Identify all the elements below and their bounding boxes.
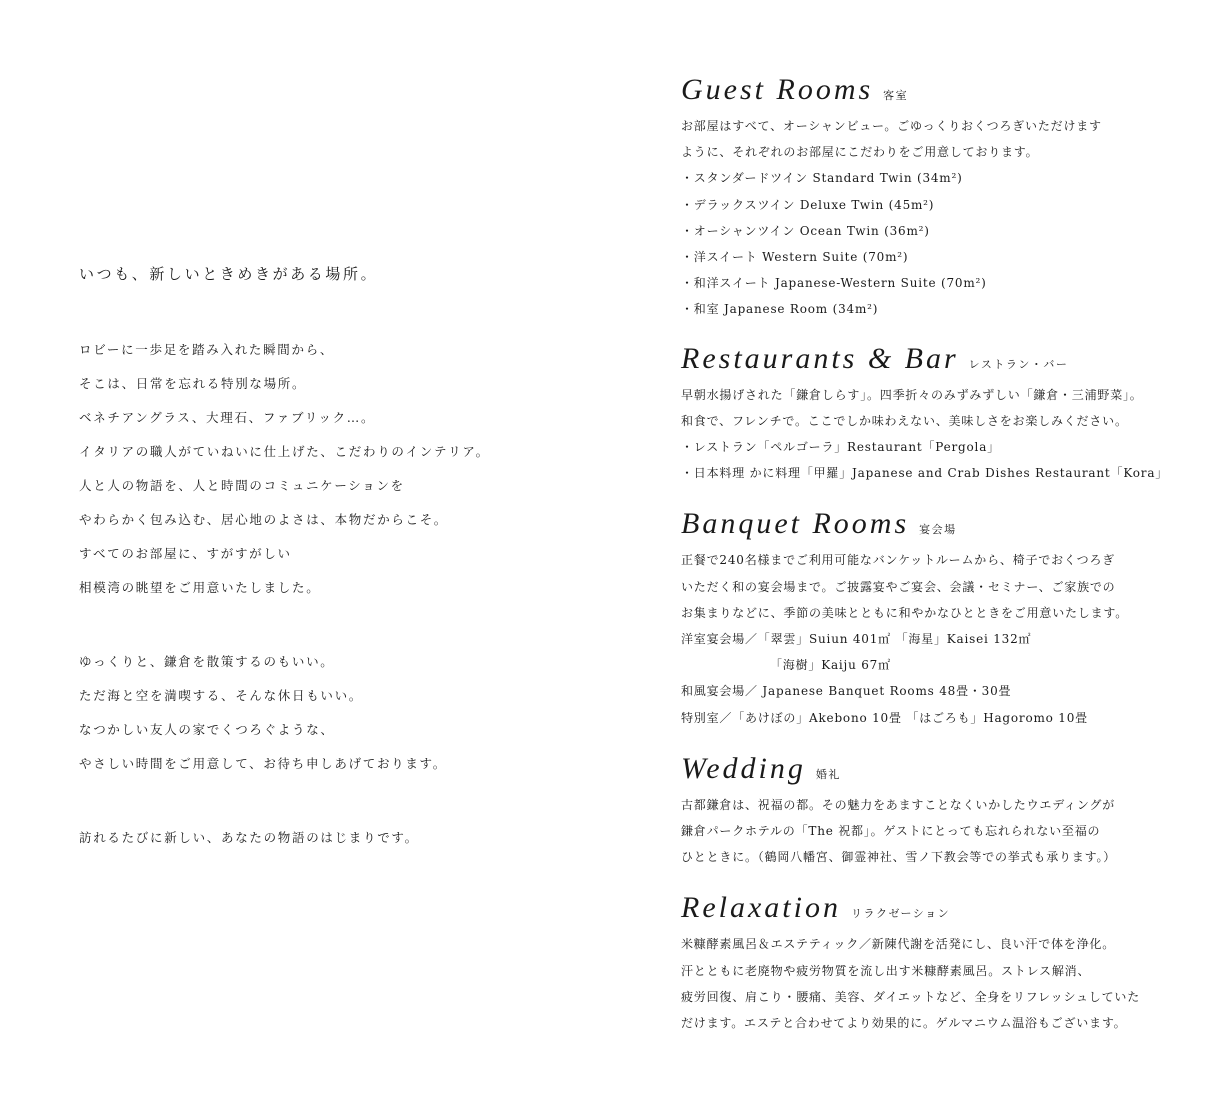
section-subtitle: 宴会場 bbox=[919, 523, 957, 537]
intro-line: ロビーに一歩足を踏み入れた瞬間から、 bbox=[79, 342, 335, 357]
section-body bbox=[681, 382, 1169, 487]
section-heading bbox=[681, 888, 1151, 928]
intro-line: 相模湾の眺望をご用意いたしました。 bbox=[79, 580, 321, 595]
guest-rooms-section bbox=[681, 70, 1151, 323]
room-list-item: ・デラックスツイン Deluxe Twin (45m²) bbox=[681, 197, 935, 212]
intro-line: ゆっくりと、鎌倉を散策するのもいい。 bbox=[79, 654, 335, 669]
restaurants-bar-section bbox=[681, 339, 1169, 487]
body-line: 汗とともに老廃物や疲労物質を流し出す米糠酵素風呂。ストレス解消、 bbox=[681, 963, 1091, 978]
section-title: Relaxation bbox=[681, 891, 841, 925]
section-body bbox=[681, 931, 1151, 1036]
intro-paragraph-3 bbox=[79, 821, 599, 855]
body-line: お部屋はすべて、オーシャンビュー。ごゆっくりおくつろぎいただけます bbox=[681, 119, 1102, 133]
room-list-item: ・洋スイート Western Suite (70m²) bbox=[681, 250, 909, 265]
wedding-section bbox=[681, 749, 1151, 871]
section-heading bbox=[681, 504, 1151, 544]
intro-column bbox=[79, 263, 599, 895]
body-line: ように、それぞれのお部屋にこだわりをご用意しております。 bbox=[681, 145, 1039, 160]
intro-paragraph-2 bbox=[79, 645, 599, 781]
section-subtitle: レストラン・バー bbox=[968, 357, 1069, 371]
section-title: Restaurants & Bar bbox=[681, 341, 959, 375]
section-body bbox=[681, 792, 1151, 871]
section-title: Guest Rooms bbox=[681, 73, 874, 106]
section-heading bbox=[681, 749, 1151, 789]
intro-line: やさしい時間をご用意して、お待ち申しあげております。 bbox=[79, 756, 447, 771]
intro-line: 訪れるたびに新しい、あなたの物語のはじまりです。 bbox=[79, 830, 419, 845]
room-list-item: ・和洋スイート Japanese-Western Suite (70m²) bbox=[681, 276, 987, 291]
body-line: ひとときに。（鶴岡八幡宮、御霊神社、雪ノ下教会等での挙式も承ります。） bbox=[681, 850, 1117, 865]
facilities-column bbox=[681, 70, 1169, 1036]
relaxation-section bbox=[681, 888, 1151, 1036]
body-line: 早朝水揚げされた「鎌倉しらす」。四季折々のみずみずしい「鎌倉・三浦野菜」。 bbox=[681, 387, 1143, 402]
section-title: Wedding bbox=[681, 751, 806, 785]
body-line: 米糠酵素風呂＆エステティック／新陳代謝を活発にし、良い汗で体を浄化。 bbox=[681, 937, 1116, 952]
banquet-list-item: 「海樹」Kaiju 67㎡ bbox=[770, 658, 891, 673]
intro-line: イタリアの職人がていねいに仕上げた、こだわりのインテリア。 bbox=[79, 444, 490, 459]
section-subtitle: リラクゼーション bbox=[850, 907, 951, 921]
body-line: いただく和の宴会場まで。ご披露宴やご宴会、会議・セミナー、ご家族での bbox=[681, 579, 1116, 594]
restaurant-list-item: ・レストラン「ペルゴーラ」Restaurant「Pergola」 bbox=[681, 440, 1000, 455]
banquet-list-item: 特別室／「あけぼの」Akebono 10畳 「はごろも」Hagoromo 10畳 bbox=[681, 710, 1088, 725]
section-body bbox=[681, 547, 1151, 730]
banquet-list-item: 洋室宴会場／「翠雲」Suiun 401㎡ 「海星」Kaisei 132㎡ bbox=[681, 632, 1032, 647]
banquet-rooms-section bbox=[681, 504, 1151, 730]
body-line: 古都鎌倉は、祝福の都。その魅力をあますことなくいかしたウエディングが bbox=[681, 797, 1116, 812]
body-line: だけます。エステと合わせてより効果的に。ゲルマニウム温浴もございます。 bbox=[681, 1016, 1127, 1031]
intro-line: 人と人の物語を、人と時間のコミュニケーションを bbox=[79, 478, 405, 493]
intro-line: なつかしい友人の家でくつろぐような、 bbox=[79, 722, 335, 737]
section-subtitle: 婚礼 bbox=[815, 767, 841, 781]
section-body bbox=[681, 113, 1151, 323]
body-line: 正餐で240名様までご利用可能なバンケットルームから、椅子でおくつろぎ bbox=[681, 553, 1116, 568]
intro-paragraph-1 bbox=[79, 333, 599, 605]
room-list-item: ・和室 Japanese Room (34m²) bbox=[681, 302, 879, 317]
intro-line: ただ海と空を満喫する、そんな休日もいい。 bbox=[79, 688, 364, 703]
body-line: 鎌倉パークホテルの「The 祝都」。ゲストにとっても忘れられない至福の bbox=[681, 824, 1101, 839]
intro-line: やわらかく包み込む、居心地のよさは、本物だからこそ。 bbox=[79, 512, 448, 527]
room-list-item: ・スタンダードツイン Standard Twin (34m²) bbox=[681, 171, 963, 186]
intro-line: ベネチアングラス、大理石、ファブリック…。 bbox=[79, 410, 376, 425]
section-heading bbox=[681, 70, 1151, 110]
room-list-item: ・オーシャンツイン Ocean Twin (36m²) bbox=[681, 223, 930, 238]
restaurant-list-item: ・日本料理 かに料理「甲羅」Japanese and Crab Dishes Restaurant「Kora」 bbox=[681, 466, 1169, 481]
body-line: 疲労回復、肩こり・腰痛、美容、ダイエットなど、全身をリフレッシュしていた bbox=[681, 989, 1141, 1004]
intro-line: そこは、日常を忘れる特別な場所。 bbox=[79, 376, 307, 391]
intro-headline: いつも、新しいときめきがある場所。 bbox=[79, 265, 379, 283]
body-line: お集まりなどに、季節の美味とともに和やかなひとときをご用意いたします。 bbox=[681, 605, 1129, 620]
body-line: 和食で、フレンチで。ここでしか味わえない、美味しさをお楽しみください。 bbox=[681, 413, 1128, 428]
banquet-list-item: 和風宴会場／ Japanese Banquet Rooms 48畳・30畳 bbox=[681, 684, 1012, 699]
section-title: Banquet Rooms bbox=[681, 507, 910, 541]
intro-line: すべてのお部屋に、すがすがしい bbox=[79, 546, 292, 561]
section-subtitle: 客室 bbox=[883, 89, 909, 102]
section-heading bbox=[681, 339, 1151, 379]
